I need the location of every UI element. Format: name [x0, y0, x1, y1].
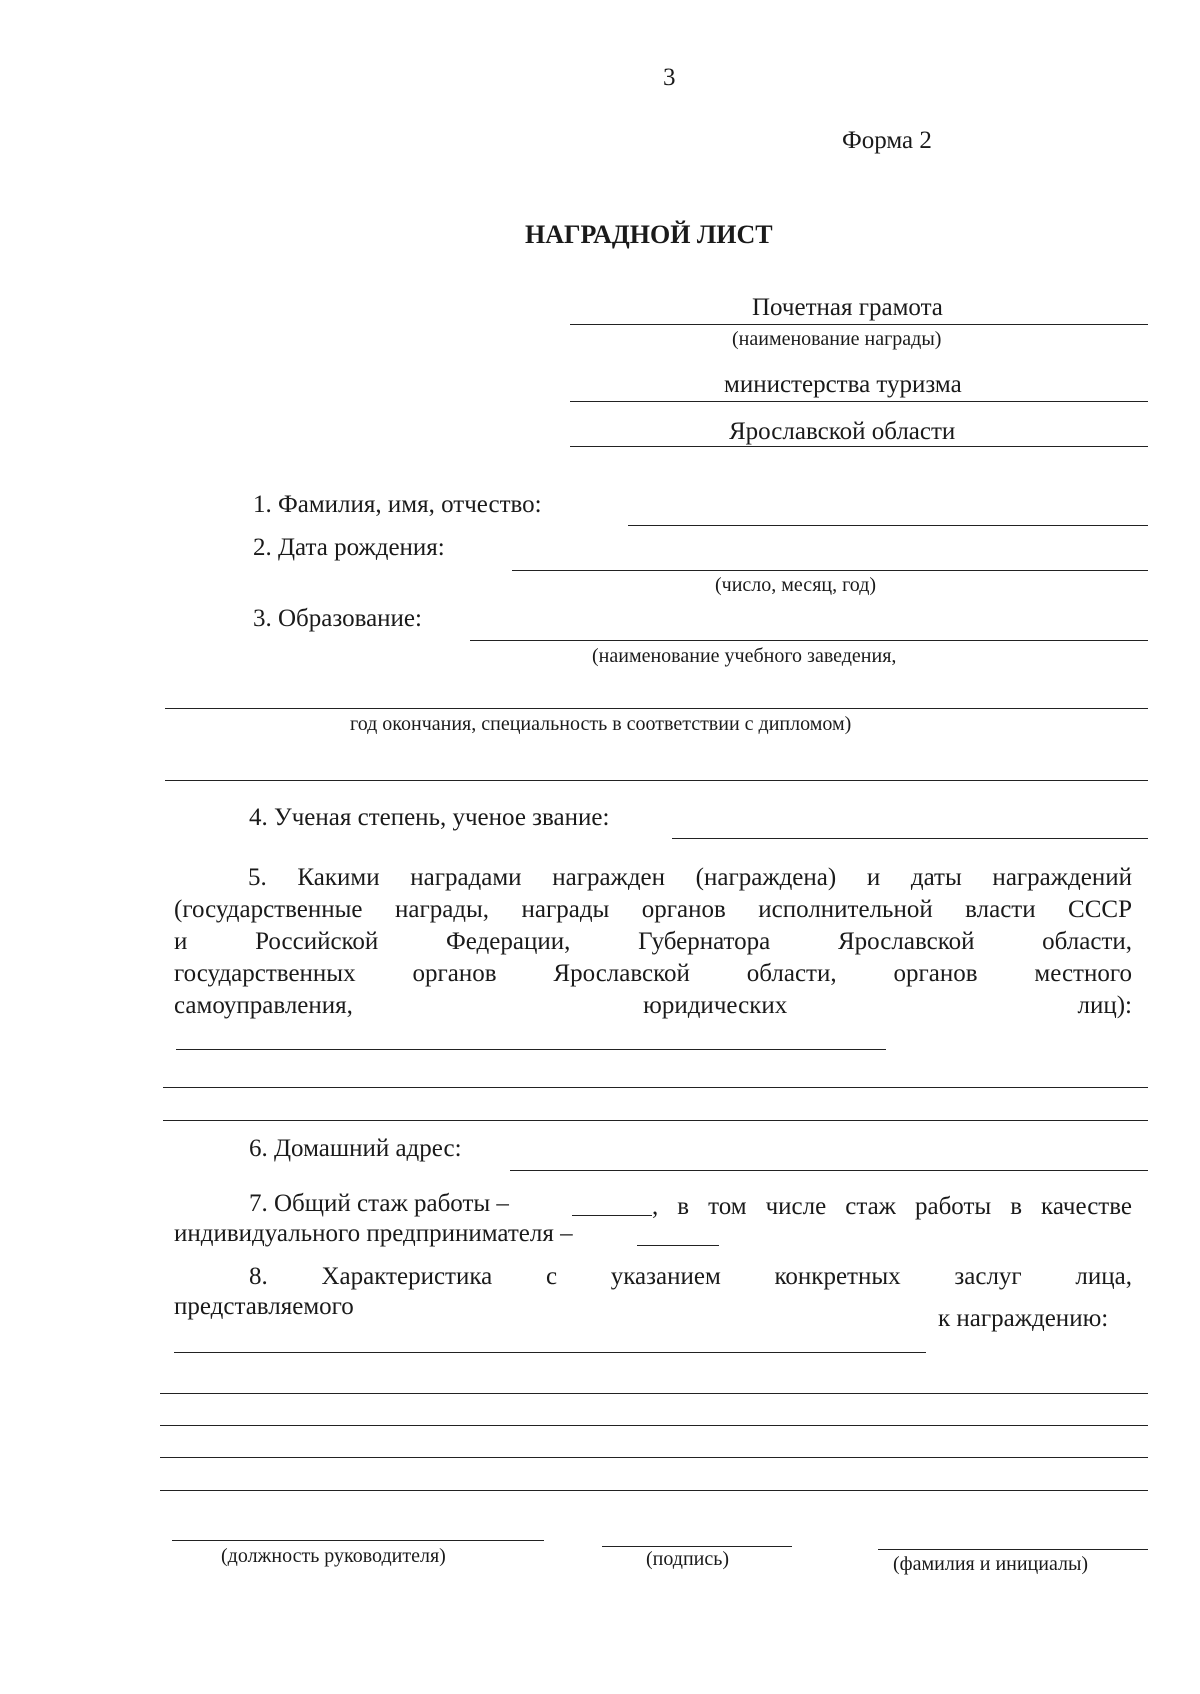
issuer-line2-rule	[570, 446, 1148, 447]
full-name-input-line[interactable]	[628, 525, 1148, 526]
field-awards-paragraph	[174, 862, 1132, 1022]
education-caption1: (наименование учебного заведения,	[592, 645, 897, 667]
field-birth-date-label: 2. Дата рождения:	[253, 534, 445, 561]
characteristic-input-line1[interactable]	[174, 1352, 926, 1353]
characteristic-input-line4[interactable]	[160, 1457, 1148, 1458]
award-name: Почетная грамота	[752, 294, 943, 321]
education-input-line2[interactable]	[165, 708, 1148, 709]
entrepreneur-input-line[interactable]	[637, 1245, 719, 1246]
signature-caption: (подпись)	[646, 1548, 730, 1570]
field-full-name-label: 1. Фамилия, имя, отчество:	[253, 491, 542, 518]
awards-text-line3: и Российской Федерации, Губернатора Ярославской области,	[174, 928, 1132, 955]
characteristic-input-line2[interactable]	[160, 1393, 1148, 1394]
education-input-line[interactable]	[470, 640, 1148, 641]
award-name-line	[570, 324, 1148, 325]
address-input-line[interactable]	[510, 1170, 1148, 1171]
award-issuer-line2: Ярославской области	[729, 418, 956, 445]
characteristic-input-line5[interactable]	[160, 1490, 1148, 1491]
name-initials-caption: (фамилия и инициалы)	[893, 1553, 1089, 1575]
awards-input-line1[interactable]	[176, 1049, 886, 1050]
field-experience-label-a: 7. Общий стаж работы –	[249, 1190, 509, 1217]
name-initials-line[interactable]	[878, 1549, 1148, 1550]
awards-input-line3[interactable]	[163, 1120, 1148, 1121]
field-degree-label: 4. Ученая степень, ученое звание:	[249, 804, 610, 831]
field-entrepreneur-label: индивидуального предпринимателя –	[174, 1220, 573, 1247]
awards-text-line1: 5. Какими наградами награжден (награждена) и даты награждений	[248, 864, 1132, 891]
birth-date-input-line[interactable]	[512, 570, 1148, 571]
awards-text-line5: самоуправления, юридических лиц):	[174, 992, 1132, 1019]
education-caption2: год окончания, специальность в соответствии с дипломом)	[350, 713, 852, 735]
position-caption: (должность руководителя)	[221, 1545, 446, 1567]
signature-line[interactable]	[602, 1546, 792, 1547]
award-name-caption: (наименование награды)	[732, 328, 942, 350]
page-number: 3	[663, 64, 676, 91]
position-signature-line[interactable]	[172, 1540, 544, 1541]
award-issuer-line1: министерства туризма	[724, 371, 962, 398]
document-title: НАГРАДНОЙ ЛИСТ	[525, 220, 773, 249]
education-input-line3[interactable]	[165, 780, 1148, 781]
field-experience-label-b: , в том числе стаж работы в качестве	[652, 1193, 1132, 1220]
issuer-line1-rule	[570, 401, 1148, 402]
experience-input-line[interactable]	[572, 1215, 652, 1216]
field-education-label: 3. Образование:	[253, 605, 422, 632]
field-characteristic-label-cont-a: представляемого	[174, 1293, 354, 1320]
awards-text-line2: (государственные награды, награды органов исполнительной власти СССР	[174, 896, 1132, 923]
field-address-label: 6. Домашний адрес:	[249, 1135, 462, 1162]
field-characteristic-label: 8. Характеристика с указанием конкретных заслуг лица,	[249, 1263, 1132, 1290]
awards-text-line4: государственных органов Ярославской области, органов местного	[174, 960, 1132, 987]
awards-input-line2[interactable]	[163, 1087, 1148, 1088]
characteristic-input-line3[interactable]	[160, 1425, 1148, 1426]
birth-date-caption: (число, месяц, год)	[715, 574, 877, 596]
field-characteristic-label-cont-b: к награждению:	[938, 1305, 1109, 1332]
form-label: Форма 2	[842, 127, 932, 154]
degree-input-line[interactable]	[672, 838, 1148, 839]
